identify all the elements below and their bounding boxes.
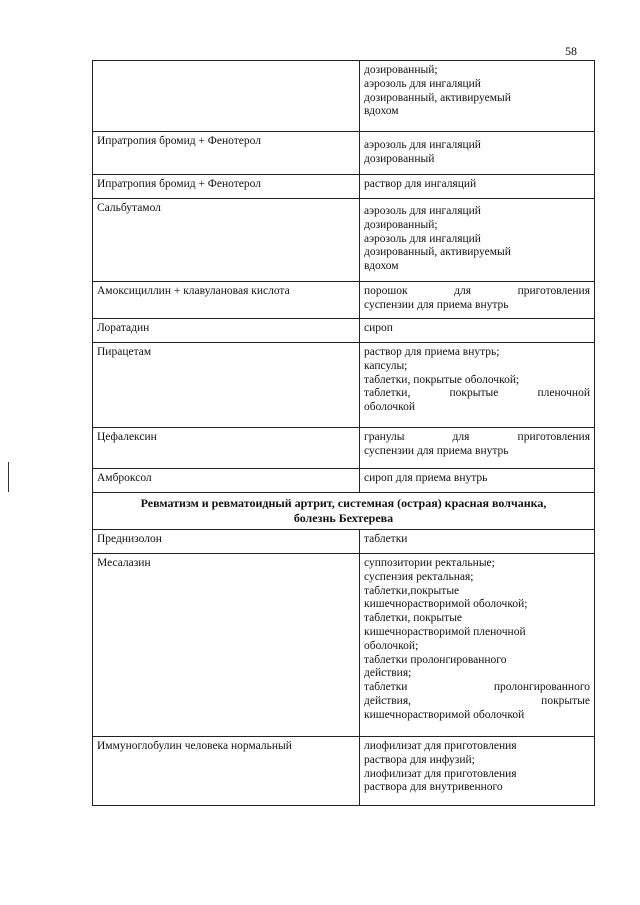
page-number: 58 — [565, 44, 577, 58]
table-row — [93, 469, 595, 493]
section-row — [93, 493, 595, 530]
dosage-form: раствор для ингаляций — [360, 175, 595, 199]
justified-line — [364, 285, 590, 299]
drug-table — [92, 60, 595, 806]
drug-name — [93, 61, 360, 132]
drug-name: Цефалексин — [93, 428, 360, 469]
word: действия, — [364, 694, 411, 707]
dosage-form: порошок для приготовления суспензии для приема внутрь — [360, 282, 595, 319]
word: для — [454, 285, 472, 297]
dosage-form: сироп — [360, 319, 595, 343]
word: таблетки, — [364, 387, 411, 400]
drug-name: Лоратадин — [93, 319, 360, 343]
word: таблетки — [364, 681, 408, 694]
drug-name: Преднизолон — [93, 530, 360, 554]
word: пролонгированного — [493, 681, 590, 694]
table-row — [93, 199, 595, 282]
word: гранулы — [364, 431, 405, 443]
drug-name: Пирацетам — [93, 343, 360, 428]
justified-line — [364, 695, 590, 709]
table-row — [93, 428, 595, 469]
margin-mark — [8, 462, 9, 492]
drug-name: Ипратропия бромид + Фенотерол — [93, 132, 360, 175]
dosage-form: дозированный; аэрозоль для ингаляций дозированный, активируемый вдохом — [360, 61, 595, 132]
word: порошок — [364, 285, 408, 297]
dosage-form: суппозитории ректальные; суспензия ректальная; таблетки,покрытые кишечнорастворимой оболочкой; таблетки, покрытые кишечнорастворимой пленочной оболочкой; таблетки пролонгированного действия; таблетки пролонгированного действия, покрытые кишечнорастворимой оболочкой — [360, 554, 595, 737]
word: приготовления — [517, 431, 590, 443]
justified-line — [364, 431, 590, 445]
dosage-form: лиофилизат для приготовления раствора для инфузий; лиофилизат для приготовления раствора для внутривенного — [360, 737, 595, 806]
drug-name: Сальбутамол — [93, 199, 360, 282]
drug-name: Амброксол — [93, 469, 360, 493]
table-row — [93, 343, 595, 428]
dosage-form: аэрозоль для ингаляций дозированный — [360, 132, 595, 175]
drug-name: Месалазин — [93, 554, 360, 737]
section-heading: Ревматизм и ревматоидный артрит, системная (острая) красная волчанка, болезнь Бехтерева — [93, 493, 595, 530]
table-row — [93, 530, 595, 554]
table-row — [93, 132, 595, 175]
word: приготовления — [517, 285, 590, 297]
justified-line — [364, 681, 590, 695]
table-row — [93, 737, 595, 806]
word: для — [452, 431, 470, 443]
table-row — [93, 319, 595, 343]
drug-name: Ипратропия бромид + Фенотерол — [93, 175, 360, 199]
drug-name: Иммуноглобулин человека нормальный — [93, 737, 360, 806]
word: пленочной — [537, 387, 590, 400]
dosage-form: гранулы для приготовления суспензии для приема внутрь — [360, 428, 595, 469]
table-row — [93, 282, 595, 319]
justified-line — [364, 387, 590, 401]
table-row — [93, 554, 595, 737]
dosage-form: раствор для приема внутрь; капсулы; таблетки, покрытые оболочкой; таблетки, покрытые пленочной оболочкой — [360, 343, 595, 428]
table-row — [93, 175, 595, 199]
drug-name: Амоксициллин + клавулановая кислота — [93, 282, 360, 319]
word: покрытые — [449, 387, 499, 400]
dosage-form: аэрозоль для ингаляций дозированный; аэрозоль для ингаляций дозированный, активируемый вдохом — [360, 199, 595, 282]
dosage-form: сироп для приема внутрь — [360, 469, 595, 493]
word: покрытые — [541, 694, 590, 707]
dosage-form: таблетки — [360, 530, 595, 554]
table-row — [93, 61, 595, 132]
